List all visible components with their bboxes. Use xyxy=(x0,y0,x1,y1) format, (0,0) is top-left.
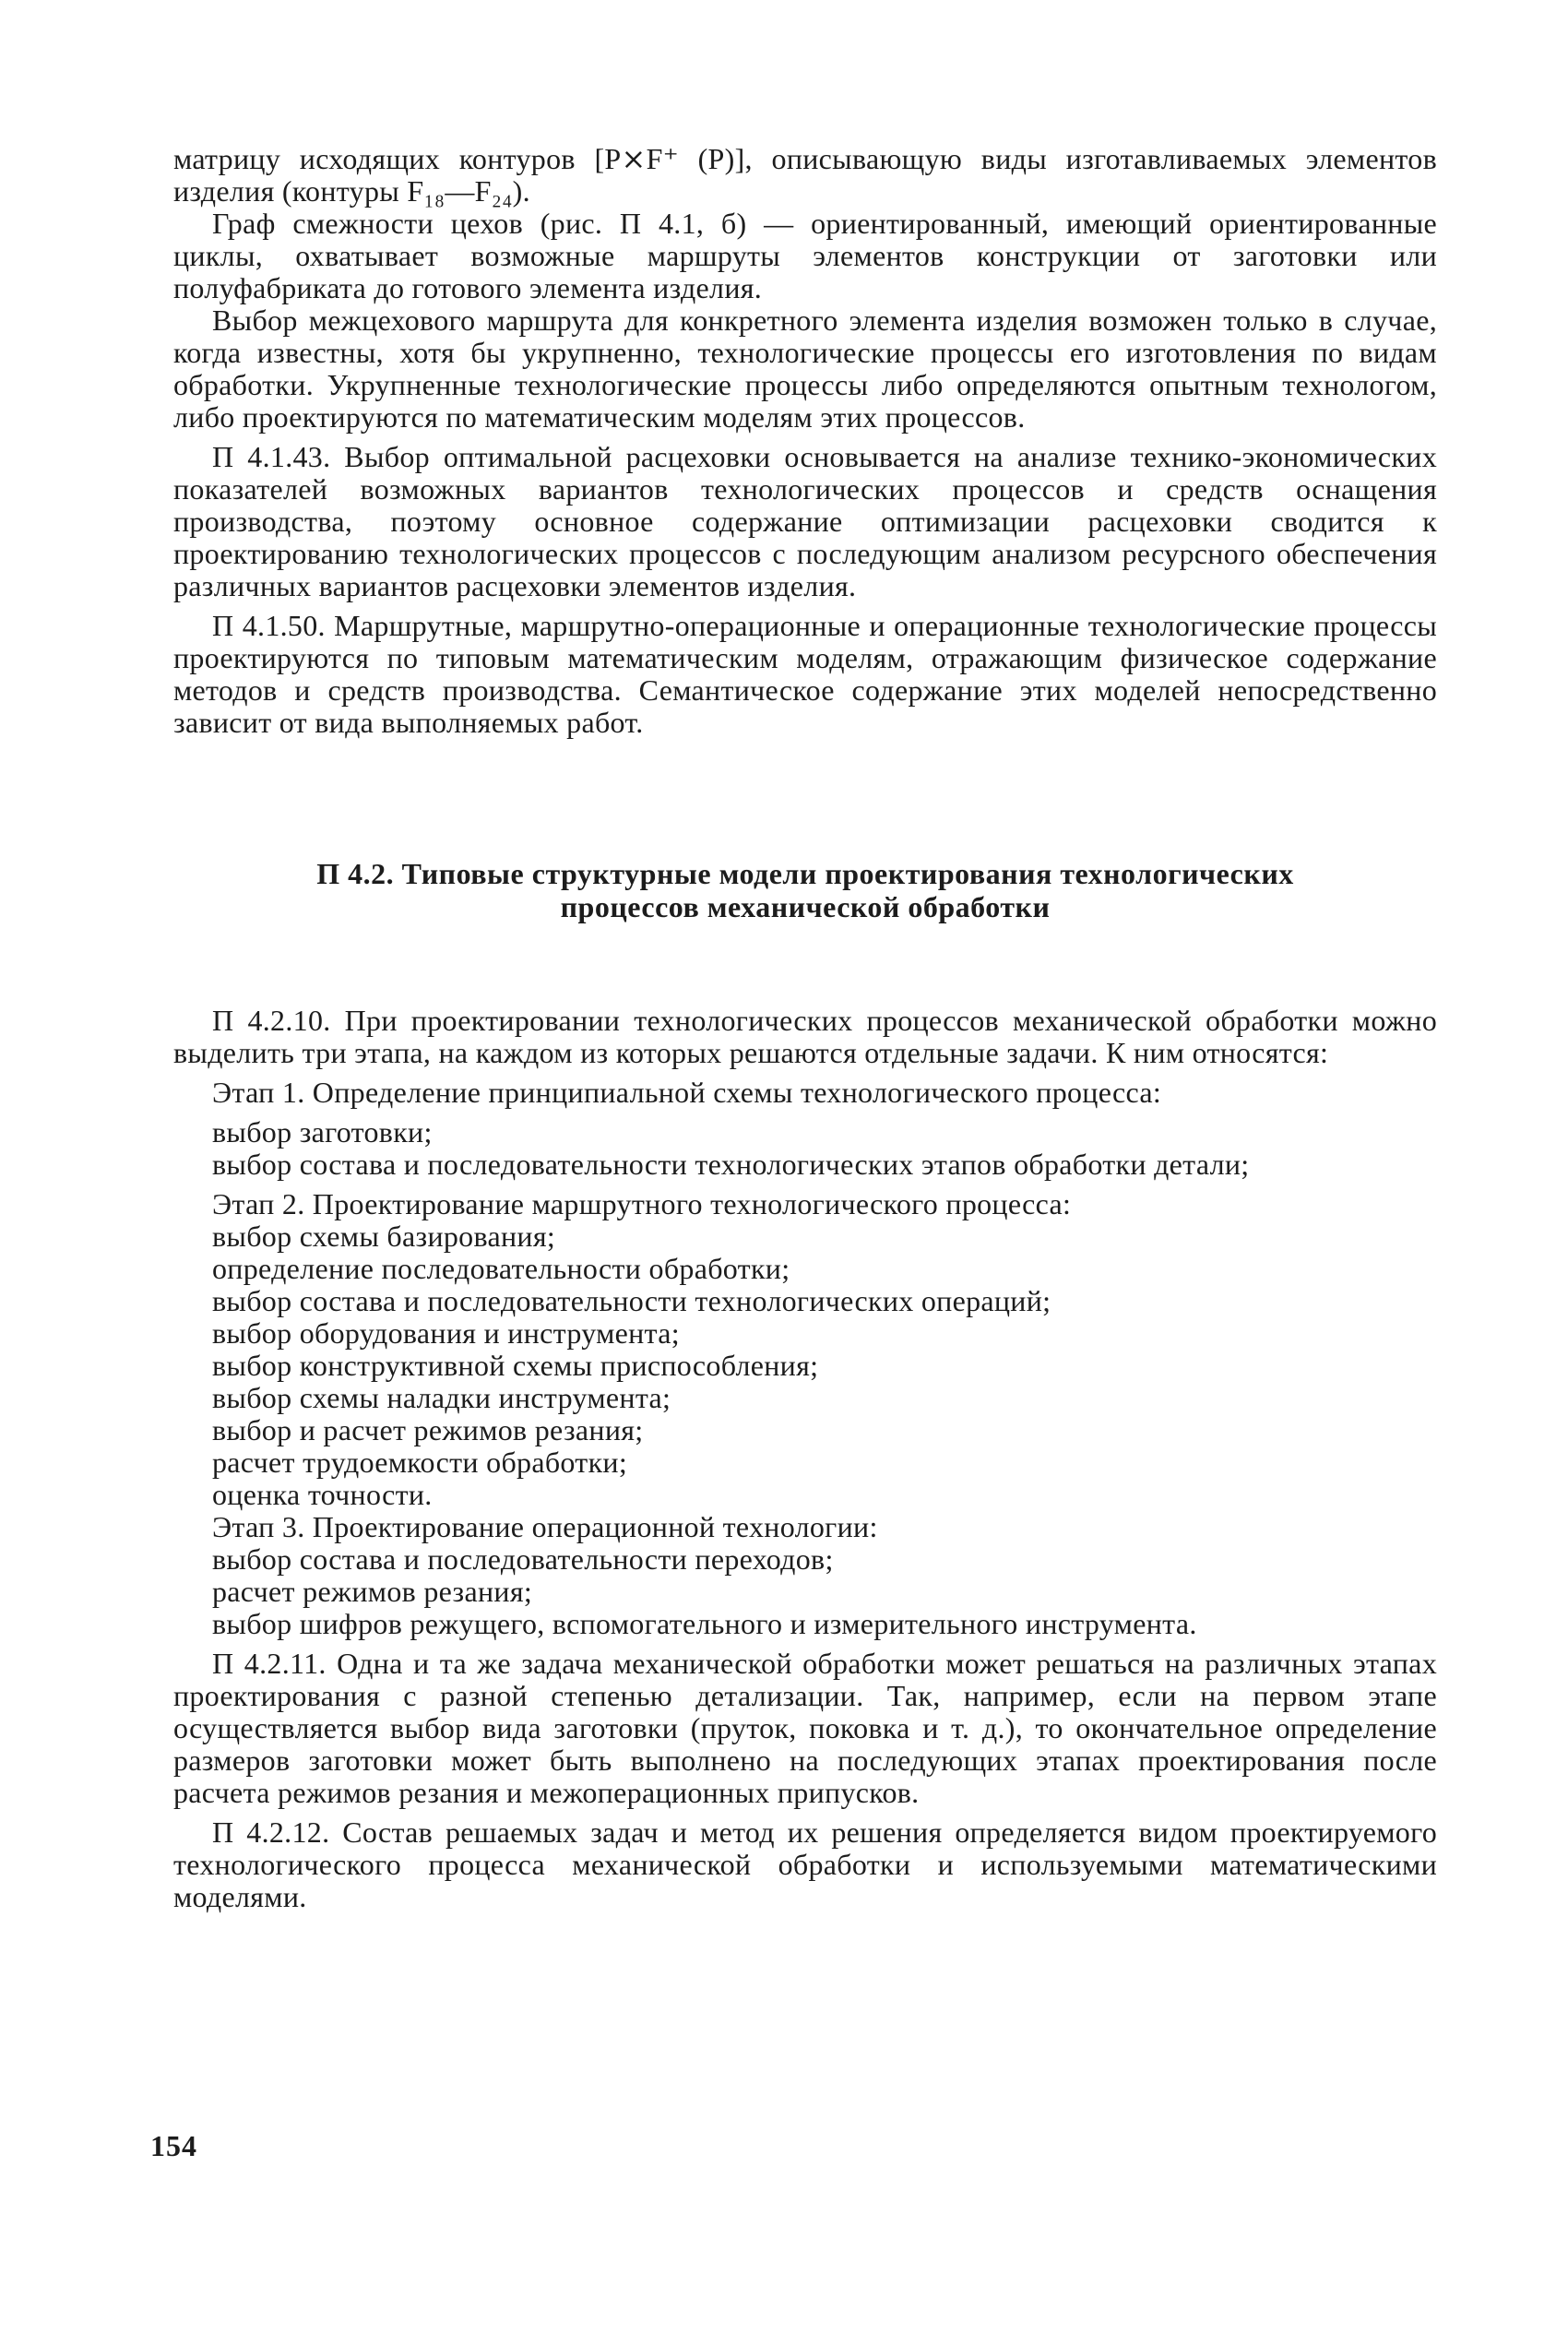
paragraph-4-1-50: П 4.1.50. Маршрутные, маршрутно-операционные и операционные технологические процессы проектируются по типовым математическим моделям, отражающим физическое содержание методов и средств производства. Семантическое содержание этих моделей непосредственно зависит от вида выполняемых работ. xyxy=(173,609,1437,739)
section-heading xyxy=(173,857,1437,923)
paragraph-4-2-11: П 4.2.11. Одна и та же задача механической обработки может решаться на различных этапах проектирования с разной степенью детализации. Так, например, если на первом этапе осуществляется выбор вида заготовки (пруток, поковка и т. д.), то окончательное определение размеров заготовки может быть выполнено на последующих этапах проектирования после расчета режимов резания и межоперационных припусков. xyxy=(173,1647,1437,1809)
paragraph-4-2-12: П 4.2.12. Состав решаемых задач и метод их решения определяется видом проектируемого технологического процесса механической обработки и используемыми математическими моделями. xyxy=(173,1815,1437,1913)
list-item: выбор схемы базирования; xyxy=(212,1220,556,1253)
stage2-title: Этап 2. Проектирование маршрутного технологического процесса: xyxy=(212,1187,1072,1220)
list-item: выбор состава и последовательности переходов; xyxy=(212,1542,834,1576)
list-item: расчет режимов резания; xyxy=(212,1575,533,1608)
page-body xyxy=(173,143,1437,1913)
section-heading-line2: процессов механической обработки xyxy=(560,890,1051,923)
list-item: выбор схемы наладки инструмента; xyxy=(212,1381,671,1414)
paragraph-4-1-43: П 4.1.43. Выбор оптимальной расцеховки основывается на анализе технико-экономических показателей возможных вариантов технологических процессов и средств оснащения производства, поэтому основное содержание оптимизации расцеховки сводится к проектированию технологических процессов с последующим анализом ресурсного обеспечения различных вариантов расцеховки элементов изделия. xyxy=(173,440,1437,602)
list-item: выбор оборудования и инструмента; xyxy=(212,1316,680,1350)
paragraph-choice: Выбор межцехового маршрута для конкретного элемента изделия возможен только в случае, когда известны, хотя бы укрупненно, технологические процессы его изготовления по видам обработки. Укрупненные технологические процессы либо определяются опытным технологом, либо проектируются по математическим моделям этих процессов. xyxy=(173,304,1437,434)
stage3-title: Этап 3. Проектирование операционной технологии: xyxy=(212,1510,878,1543)
paragraph-4-2-10: П 4.2.10. При проектировании технологических процессов механической обработки можно выделить три этапа, на каждом из которых решаются отдельные задачи. К ним относятся: xyxy=(173,1004,1437,1069)
section-heading-line1: П 4.2. Типовые структурные модели проектирования технологических xyxy=(316,857,1294,890)
page-number: 154 xyxy=(150,2129,197,2162)
list-item: выбор заготовки; xyxy=(212,1115,433,1149)
list-item: выбор конструктивной схемы приспособления; xyxy=(212,1349,819,1382)
paragraph-graph: Граф смежности цехов (рис. П 4.1, б) — ориентированный, имеющий ориентированные циклы, охватывает возможные маршруты элементов конструкции от заготовки или полуфабриката до готового элемента изделия. xyxy=(173,207,1437,304)
list-item: определение последовательности обработки; xyxy=(212,1252,790,1285)
list-item: расчет трудоемкости обработки; xyxy=(212,1446,628,1479)
list-item: выбор шифров режущего, вспомогательного и измерительного инструмента. xyxy=(212,1607,1197,1640)
list-item: оценка точности. xyxy=(212,1478,433,1511)
list-item: выбор состава и последовательности технологических этапов обработки детали; xyxy=(212,1148,1250,1181)
list-item: выбор состава и последовательности технологических операций; xyxy=(212,1284,1051,1317)
stage1-title: Этап 1. Определение принципиальной схемы технологического процесса: xyxy=(212,1076,1162,1109)
list-item: выбор и расчет режимов резания; xyxy=(212,1413,644,1446)
paragraph-intro: матрицу исходящих контуров [P⨯F⁺ (P)], описывающую виды изготавливаемых элементов изделия (контуры F₁₈—F₂₄). xyxy=(173,142,1437,208)
